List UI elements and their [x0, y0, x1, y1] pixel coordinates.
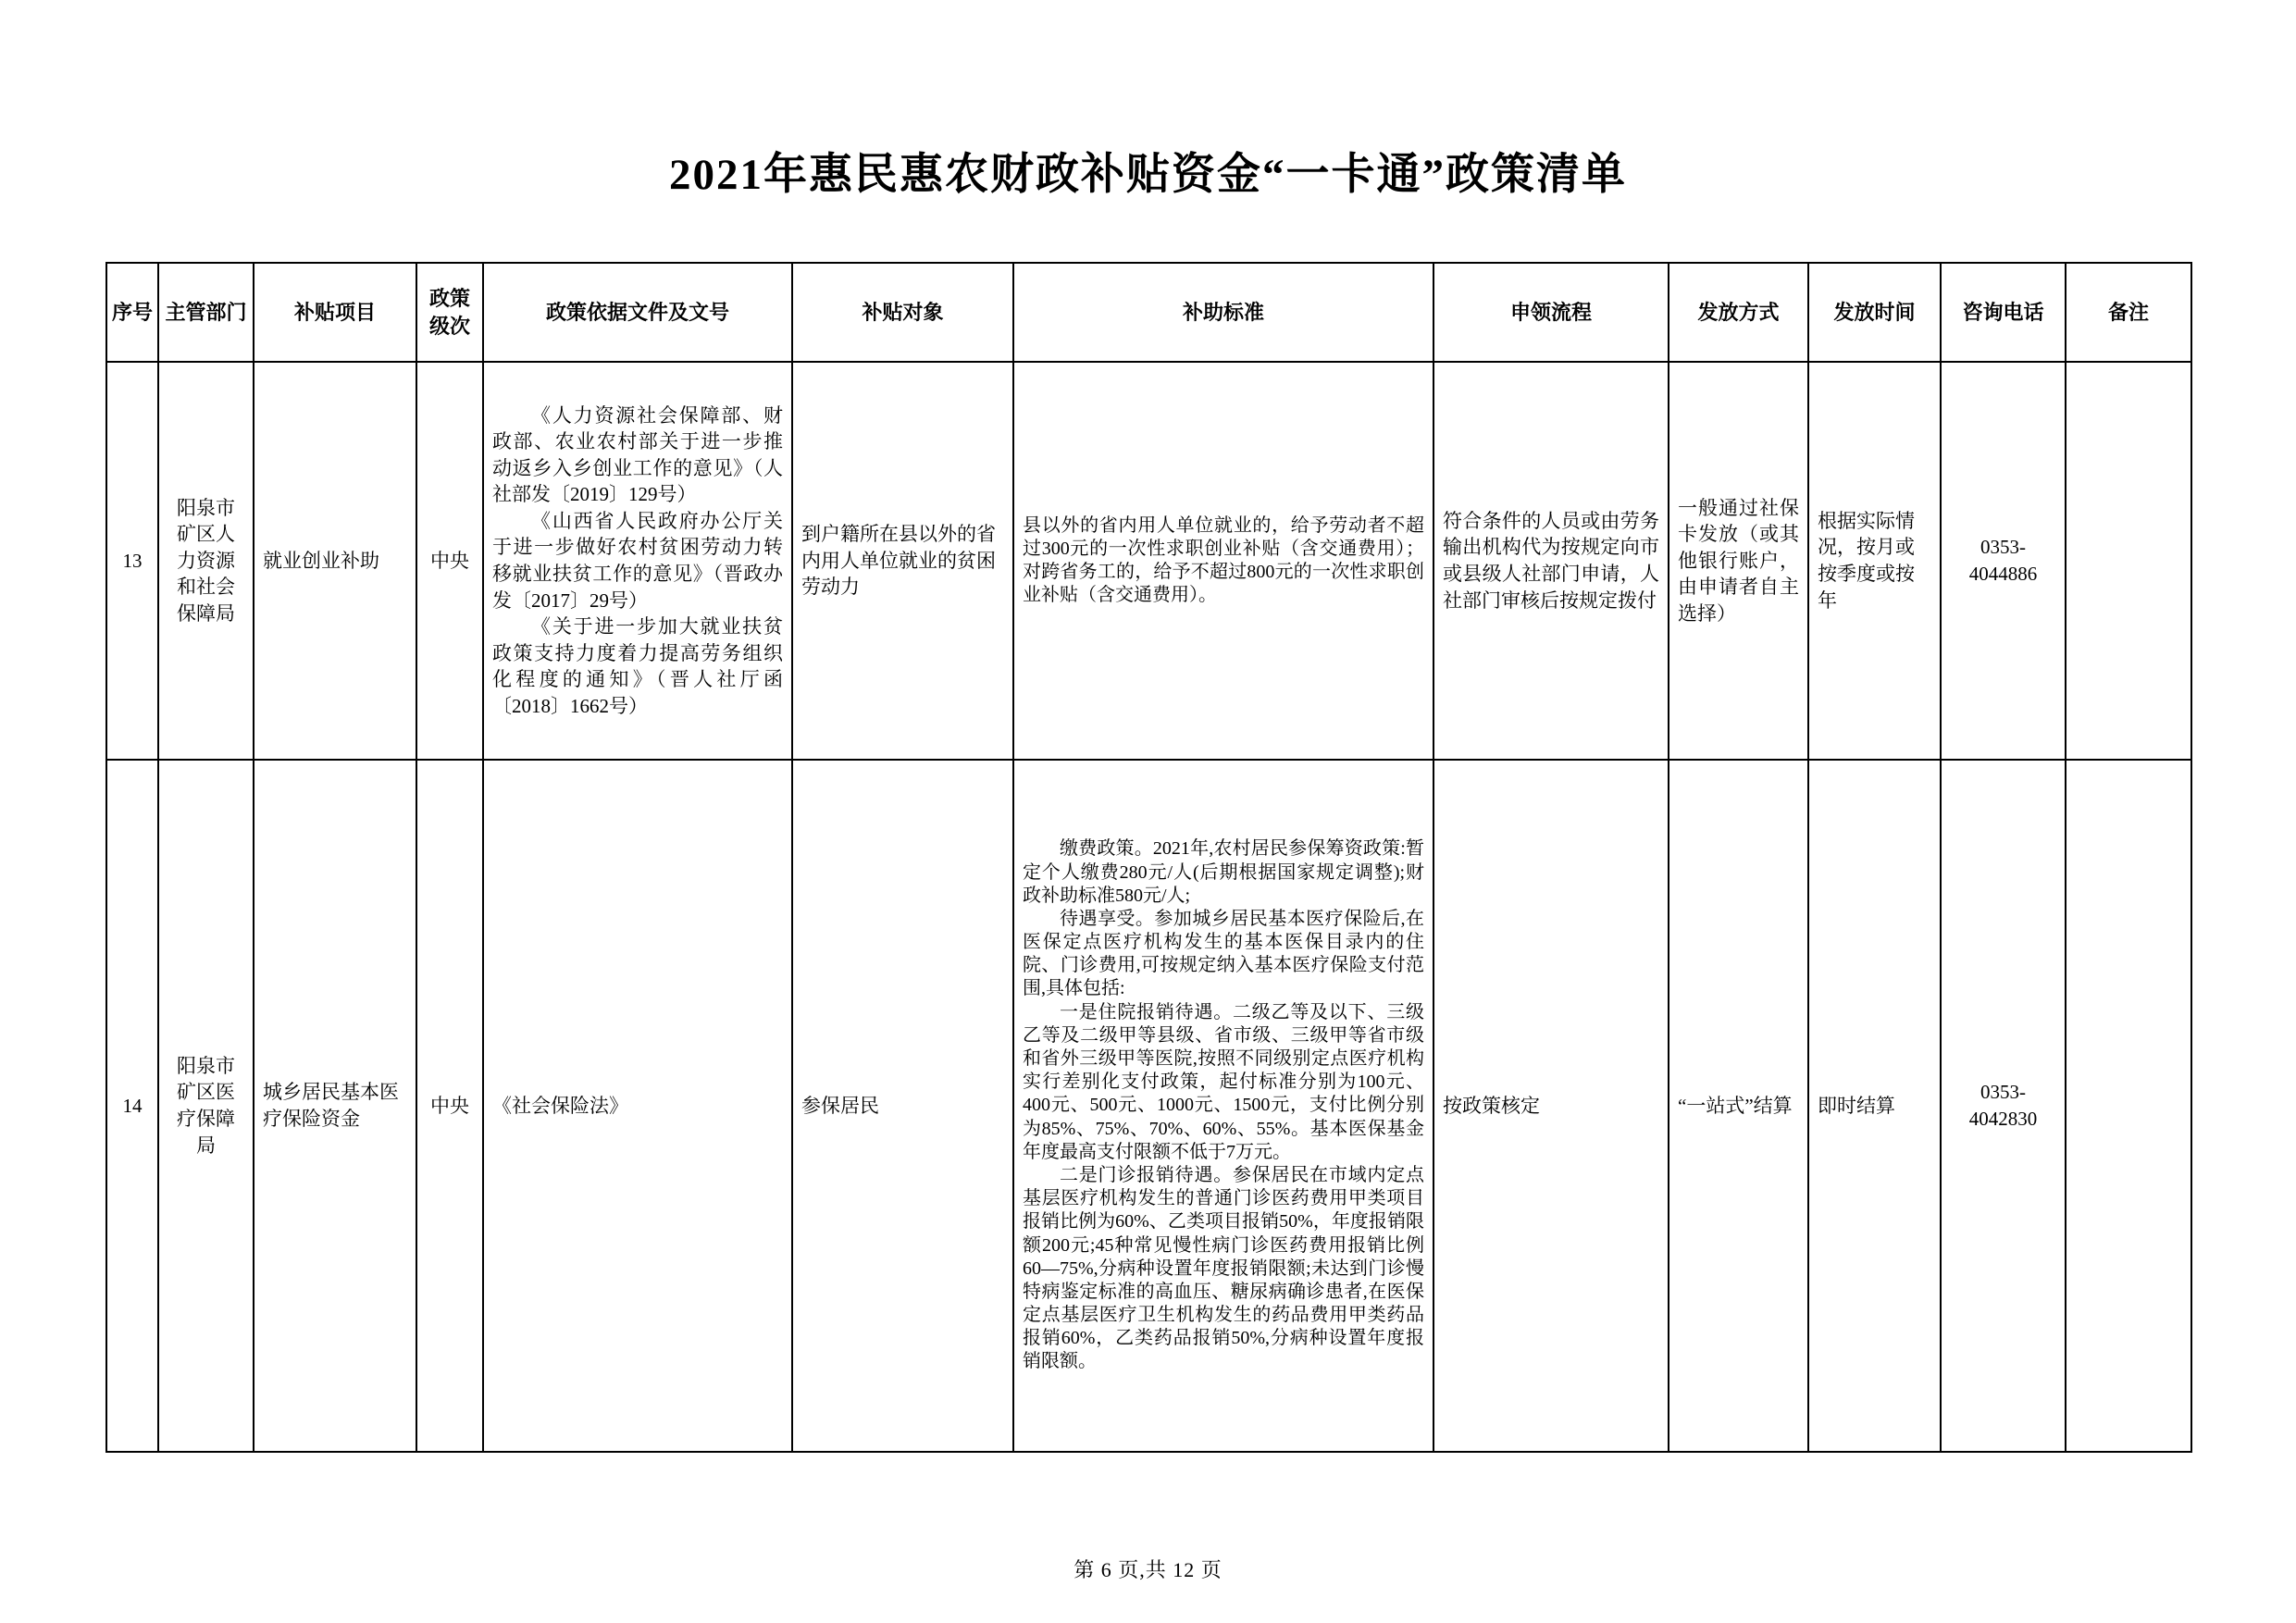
cell-time: 即时结算 [1808, 760, 1941, 1452]
column-header-time: 发放时间 [1808, 263, 1941, 362]
cell-dept: 阳泉市矿区医疗保障局 [158, 760, 254, 1452]
column-header-phone: 咨询电话 [1941, 263, 2066, 362]
cell-policy [483, 362, 792, 760]
column-header-policy: 政策依据文件及文号 [483, 263, 792, 362]
table-header [106, 263, 2191, 362]
column-header-project: 补贴项目 [254, 263, 416, 362]
cell-standard [1013, 760, 1433, 1452]
cell-level: 中央 [416, 760, 483, 1452]
cell-policy: 《社会保险法》 [483, 760, 792, 1452]
column-header-standard: 补助标准 [1013, 263, 1433, 362]
cell-phone: 0353-4042830 [1941, 760, 2066, 1452]
cell-process: 按政策核定 [1433, 760, 1669, 1452]
header-row [106, 263, 2191, 362]
cell-standard: 县以外的省内用人单位就业的，给予劳动者不超过300元的一次性求职创业补贴（含交通费用）；对跨省务工的，给予不超过800元的一次性求职创业补贴（含交通费用）。 [1013, 362, 1433, 760]
column-header-process: 申领流程 [1433, 263, 1669, 362]
cell-seq: 14 [106, 760, 158, 1452]
cell-seq: 13 [106, 362, 158, 760]
cell-target: 到户籍所在县以外的省内用人单位就业的贫困劳动力 [792, 362, 1013, 760]
table-body [106, 362, 2191, 1452]
column-header-method: 发放方式 [1669, 263, 1808, 362]
cell-paragraph: 待遇享受。参加城乡居民基本医疗保险后,在医保定点医疗机构发生的基本医保目录内的住院、门诊费用,可按规定纳入基本医疗保险支付范围,具体包括: [1023, 908, 1424, 999]
column-header-note: 备注 [2066, 263, 2191, 362]
column-header-dept: 主管部门 [158, 263, 254, 362]
cell-paragraph: 《人力资源社会保障部、财政部、农业农村部关于进一步推动返乡入乡创业工作的意见》（人社部发〔2019〕129号） [492, 403, 783, 506]
cell-level: 中央 [416, 362, 483, 760]
cell-note [2066, 760, 2191, 1452]
policy-table [105, 262, 2192, 1453]
table-row [106, 760, 2191, 1452]
cell-paragraph: 《关于进一步加大就业扶贫政策支持力度着力提高劳务组织化程度的通知》（晋人社厅函〔2018〕1662号） [492, 615, 783, 717]
cell-method: 一般通过社保卡发放（或其他银行账户，由申请者自主选择） [1669, 362, 1808, 760]
cell-project: 城乡居民基本医疗保险资金 [254, 760, 416, 1452]
column-header-target: 补贴对象 [792, 263, 1013, 362]
cell-target: 参保居民 [792, 760, 1013, 1452]
cell-paragraph: 《山西省人民政府办公厅关于进一步做好农村贫困劳动力转移就业扶贫工作的意见》（晋政办发〔2017〕29号） [492, 509, 783, 612]
cell-dept: 阳泉市矿区人力资源和社会保障局 [158, 362, 254, 760]
column-header-level: 政策级次 [416, 263, 483, 362]
cell-paragraph: 一是住院报销待遇。二级乙等及以下、三级乙等及二级甲等县级、省市级、三级甲等省市级和省外三级甲等医院,按照不同级别定点医疗机构实行差别化支付政策，起付标准分别为100元、400元、500元、1000元、1500元，支付比例分别为85%、75%、70%、60%、55%。基本医保基金年度最高支付限额不低于7万元。 [1023, 1001, 1424, 1162]
table-row [106, 362, 2191, 760]
cell-paragraph: 缴费政策。2021年,农村居民参保筹资政策:暂定个人缴费280元/人(后期根据国家规定调整);财政补助标准580元/人; [1023, 838, 1424, 906]
cell-phone: 0353-4044886 [1941, 362, 2066, 760]
cell-method: “一站式”结算 [1669, 760, 1808, 1452]
cell-time: 根据实际情况，按月或按季度或按年 [1808, 362, 1941, 760]
cell-paragraph: 二是门诊报销待遇。参保居民在市域内定点基层医疗机构发生的普通门诊医药费用甲类项目报销比例为60%、乙类项目报销50%，年度报销限额200元;45种常见慢性病门诊医药费用报销比例60—75%,分病种设置年度报销限额;未达到门诊慢特病鉴定标准的高血压、糖尿病确诊患者,在医保定点基层医疗卫生机构发生的药品费用甲类药品报销60%，乙类药品报销50%,分病种设置年度报销限额。 [1023, 1164, 1424, 1372]
cell-process: 符合条件的人员或由劳务输出机构代为按规定向市或县级人社部门申请，人社部门审核后按规定拨付 [1433, 362, 1669, 760]
page-footer: 第 6 页,共 12 页 [1074, 1558, 1222, 1581]
page-title: 2021年惠民惠农财政补贴资金“一卡通”政策清单 [669, 151, 1627, 199]
column-header-seq: 序号 [106, 263, 158, 362]
cell-note [2066, 362, 2191, 760]
cell-project: 就业创业补助 [254, 362, 416, 760]
